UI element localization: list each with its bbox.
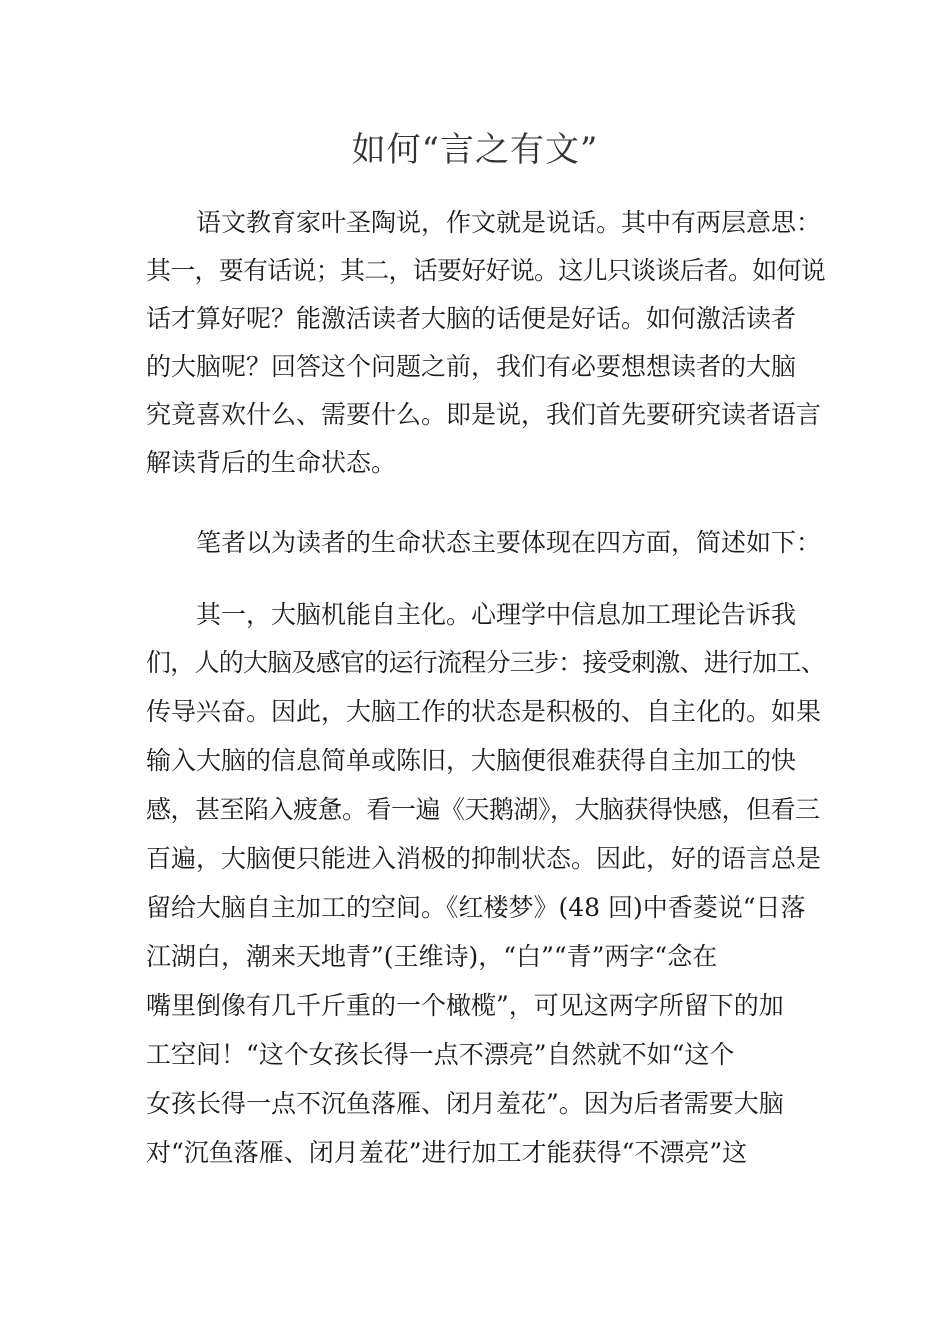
paragraph-3-line-1: 其一，大脑机能自主化。心理学中信息加工理论告诉我 bbox=[196, 600, 797, 629]
paragraph-1-line-2: 其一，要有话说；其二，话要好好说。这儿只谈谈后者。如何说 bbox=[146, 256, 826, 285]
paragraph-3-line-2: 们，人的大脑及感官的运行流程分三步：接受刺激、进行加工、 bbox=[146, 648, 826, 677]
paragraph-1-line-5: 究竟喜欢什么、需要什么。即是说，我们首先要研究读者语言 bbox=[146, 400, 822, 429]
paragraph-1-line-3: 话才算好呢？能激活读者大脑的话便是好话。如何激活读者 bbox=[146, 304, 797, 333]
paragraph-3-line-11: 女孩长得一点不沉鱼落雁、闭月羞花”。因为后者需要大脑 bbox=[146, 1089, 784, 1118]
paragraph-3-line-8: 江湖白，潮来天地青”(王维诗)，“白”“青”两字“念在 bbox=[146, 942, 718, 971]
paragraph-3-line-10: 工空间！“这个女孩长得一点不漂亮”自然就不如“这个 bbox=[146, 1040, 735, 1069]
paragraph-3-line-3: 传导兴奋。因此，大脑工作的状态是积极的、自主化的。如果 bbox=[146, 697, 822, 726]
paragraph-3-line-7: 留给大脑自主加工的空间。《红楼梦》(48 回)中香菱说“日落 bbox=[146, 893, 806, 922]
paragraph-3-line-6: 百遍，大脑便只能进入消极的抑制状态。因此，好的语言总是 bbox=[146, 844, 822, 873]
paragraph-1-line-6: 解读背后的生命状态。 bbox=[146, 448, 397, 477]
paragraph-3-line-5: 感，甚至陷入疲惫。看一遍《天鹅湖》，大脑获得快感，但看三 bbox=[146, 795, 820, 824]
paragraph-3-line-4: 输入大脑的信息简单或陈旧，大脑便很难获得自主加工的快 bbox=[146, 746, 797, 775]
paragraph-1-line-4: 的大脑呢？回答这个问题之前，我们有必要想想读者的大脑 bbox=[146, 352, 797, 381]
paragraph-1-line-1: 语文教育家叶圣陶说，作文就是说话。其中有两层意思： bbox=[196, 208, 822, 237]
paragraph-3-line-9: 嘴里倒像有几千斤重的一个橄榄”，可见这两字所留下的加 bbox=[146, 991, 784, 1020]
page-title: 如何“言之有文” bbox=[351, 130, 599, 170]
paragraph-3-line-12: 对“沉鱼落雁、闭月羞花”进行加工才能获得“不漂亮”这 bbox=[146, 1138, 748, 1167]
paragraph-2-line-1: 笔者以为读者的生命状态主要体现在四方面，简述如下： bbox=[196, 528, 822, 557]
